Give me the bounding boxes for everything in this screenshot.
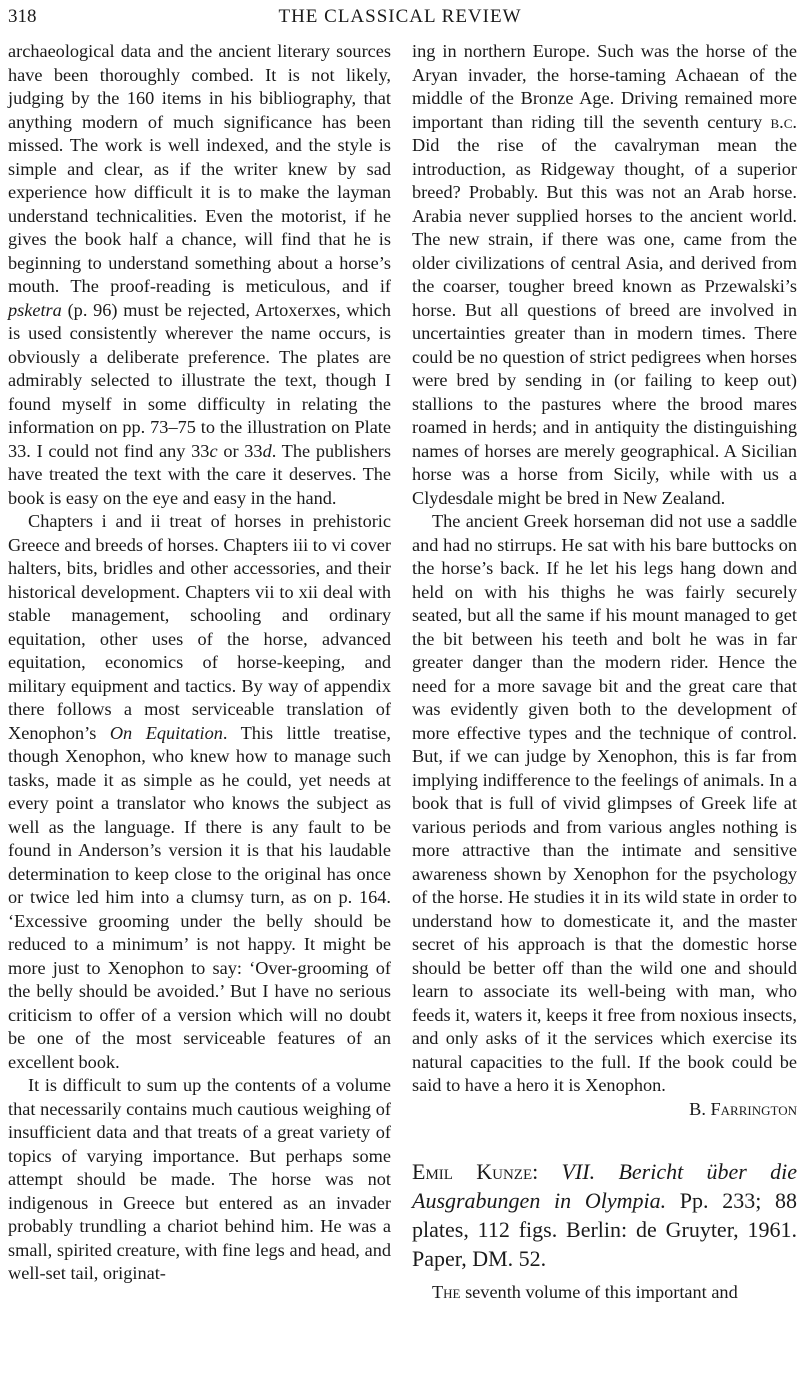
review-title: VII. Bericht über die Ausgrabungen in Olympia. — [412, 1159, 797, 1213]
page-header — [8, 2, 792, 38]
running-title: THE CLASSICAL REVIEW — [278, 6, 522, 27]
left-column — [8, 40, 391, 1286]
paragraph: The seventh volume of this important and — [432, 1282, 738, 1302]
reviewer-signature: B. Farrington — [689, 1098, 797, 1119]
right-column — [412, 40, 797, 1305]
review-details: Pp. 233; 88 plates, 112 figs. Berlin: de Gruyter, 1961. Paper, DM. 52. — [412, 1188, 797, 1271]
paragraph: archaeological data and the ancient literary sources have been thoroughly combed. It is not likely, judging by the 160 items in his bibliography, that anything modern of much significance has been missed. The work is well indexed, and the style is simple and clear, as if the writer knew by sad experience how difficult it is to make the layman understand technicalities. Even the motorist, if he gives the book half a chance, will find that he is beginning to understand something about a horse’s mouth. The proof-reading is meticulous, and if psketra (p. 96) must be rejected, Artoxerxes, which is used consistently wherever the name occurs, is obviously a deliberate preference. The plates are admirably selected to illustrate the text, though I found myself in some difficulty in relating the information on pp. 73–75 to the illustration on Plate 33. I could not find any 33c or 33d. The publishers have treated the text with the care it deserves. The book is easy on the eye and easy in the hand. — [8, 41, 391, 508]
italic-title: On Equitation — [109, 722, 223, 743]
italic-term: psketra — [8, 299, 62, 320]
paragraph: ing in northern Europe. Such was the horse of the Aryan invader, the horse-taming Achaean of the middle of the Bronze Age. Driving remained more important than riding till the seventh century b.c. Did the rise of the cavalryman mean the introduction, as Ridgeway thought, of a superior breed? Probably. But this was not an Arab horse. Arabia never supplied horses to the ancient world. The new strain, if there was one, came from the older civilizations of central Asia, and derived from the coarser, tougher breed known as Przewalski’s horse. But all questions of breed are involved in uncertainties greater than in modern times. There could be no question of strict pedigrees when horses were bred by sending in (or failing to keep out) stallions to the pastures where the brood mares roamed in herds; and in antiquity the distinguishing names of horses are merely geographical. A Sicilian horse was a horse from Sicily, while with us a Clydesdale might be bred in New Zealand. — [412, 41, 797, 508]
review-author: Emil Kunze — [412, 1159, 533, 1184]
review-heading: Emil Kunze: VII. Bericht über die Ausgrabungen in Olympia. Pp. 233; 88 plates, 112 figs. Berlin: de Gruyter, 1961. Paper, DM. 52. — [412, 1159, 797, 1271]
paragraph: Chapters i and ii treat of horses in prehistoric Greece and breeds of horses. Chapters iii to vi cover halters, bits, bridles and other accessories, and their historical development. Chapters vii to xii deal with stable management, schooling and ordinary equitation, other uses of the horse, advanced equitation, economics of horse-keeping, and military equipment and tactics. By way of appendix there follows a most serviceable translation of Xenophon’s On Equitation. This little treatise, though Xenophon, who knew how to manage such tasks, made it as simple as he could, yet needs at every point a translator who knows the subject as well as the language. If there is any fault to be found in Anderson’s version it is that his laudable determination to keep close to the original has once or twice led him into a clumsy turn, as on p. 164. ‘Excessive grooming under the belly should be reduced to a minimum’ is not happy. It might be more just to Xenophon to say: ‘Over-grooming of the belly should be avoided.’ But I have no serious criticism to offer of a version which will no doubt be one of the most serviceable features of an excellent book. — [8, 511, 391, 1072]
page-number: 318 — [8, 6, 37, 27]
paragraph: The ancient Greek horseman did not use a saddle and had no stirrups. He sat with his bare buttocks on the horse’s back. If he let his legs hang down and held on with his thighs he was fairly securely seated, but all the same if his mount managed to get the bit between his teeth and bolt he was in far greater danger than the modern rider. Hence the need for a more savage bit and the great care that was evidently given both to the development of more effective types and the technique of control. But, if we can judge by Xenophon, this is far from implying indifference to the feelings of animals. In a book that is full of vivid glimpses of Greek life at various periods and from various angles nothing is more attractive than the intimate and sensitive awareness shown by Xenophon for the psychology of the horse. He studies it in its wild state in order to understand how to domesticate it, and the master secret of his approach is that the domestic horse should be better off than the wild one and should learn to associate its well-being with man, who feeds it, waters it, keeps it free from noxious insects, and only asks of it the services which exercise its natural capacities to the full. If the book could be said to have a hero it is Xenophon. — [412, 511, 797, 1095]
paragraph: It is difficult to sum up the contents of a volume that necessarily contains much cautious weighing of insufficient data and that treats of a great variety of topics of varying importance. But perhaps some attempt should be made. The horse was not indigenous in Greece but entered as an invader probably trundling a chariot behind him. He was a small, spirited creature, with fine legs and head, and well-set tail, originat- — [8, 1075, 391, 1283]
